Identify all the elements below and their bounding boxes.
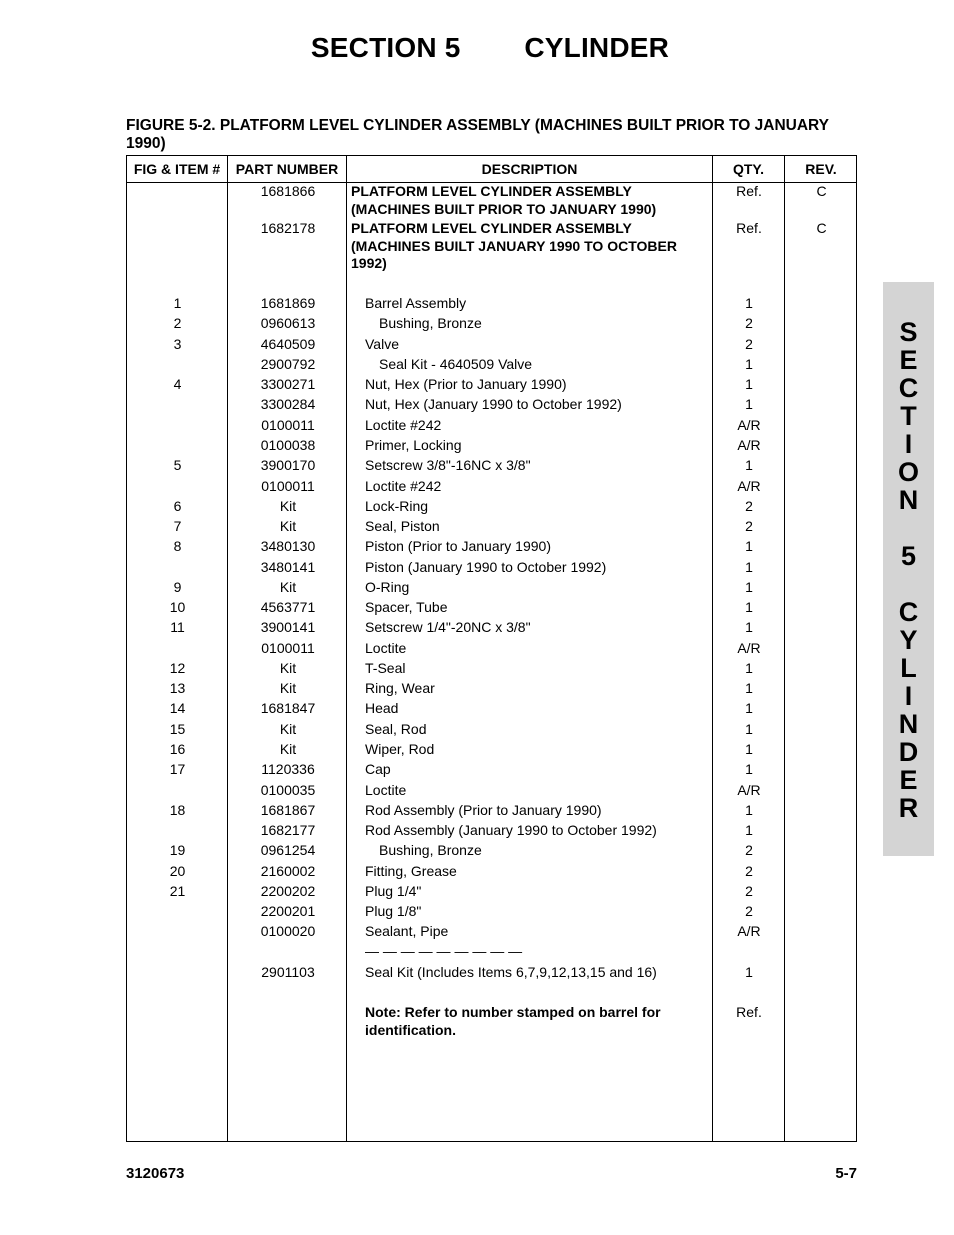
cell-part-number: 3300284 bbox=[260, 396, 316, 412]
cell-description: Seal, Rod bbox=[365, 721, 427, 737]
cell-qty: A/R bbox=[737, 640, 761, 656]
cell-fig-item: 3 bbox=[173, 336, 182, 352]
cell-part-number: 0961254 bbox=[260, 842, 316, 858]
figure-title: FIGURE 5-2. PLATFORM LEVEL CYLINDER ASSEMBLY (MACHINES BUILT PRIOR TO JANUARY 1990) bbox=[126, 117, 829, 152]
side-tab-letter: S bbox=[899, 317, 918, 347]
cell-description: Plug 1/8" bbox=[365, 903, 422, 919]
cell-description: Fitting, Grease bbox=[365, 863, 457, 879]
cell-part-number: 4563771 bbox=[260, 599, 316, 615]
cell-qty: Ref. bbox=[736, 220, 762, 236]
side-tab-letter: N bbox=[898, 709, 919, 739]
cell-description: Plug 1/4" bbox=[365, 883, 422, 899]
page-number: 5-7 bbox=[835, 1165, 857, 1182]
cell-description: — — — — — — — — — bbox=[365, 943, 523, 959]
cell-part-number: 0100011 bbox=[261, 640, 315, 656]
side-tab-letter: L bbox=[900, 653, 917, 683]
cell-qty: A/R bbox=[737, 782, 761, 798]
cell-part-number: Kit bbox=[279, 721, 297, 737]
cell-description: Seal, Piston bbox=[365, 518, 440, 534]
cell-description: Piston (January 1990 to October 1992) bbox=[365, 559, 607, 575]
section-side-tab bbox=[883, 282, 934, 856]
side-tab-letter: C bbox=[898, 373, 919, 403]
cell-part-number: 1681869 bbox=[260, 295, 316, 311]
cell-description: PLATFORM LEVEL CYLINDER ASSEMBLY (MACHINES BUILT JANUARY 1990 TO OCTOBER 1992) bbox=[351, 220, 677, 271]
cell-description: Loctite #242 bbox=[365, 417, 442, 433]
cell-fig-item: 16 bbox=[169, 741, 186, 757]
side-tab-letter: E bbox=[899, 345, 918, 375]
cell-part-number: Kit bbox=[279, 660, 297, 676]
cell-qty: A/R bbox=[737, 478, 761, 494]
cell-part-number: Kit bbox=[279, 680, 297, 696]
cell-fig-item: 12 bbox=[169, 660, 186, 676]
cell-description: Lock-Ring bbox=[365, 498, 429, 514]
cell-part-number: 1681866 bbox=[260, 183, 316, 199]
cell-part-number: 0100011 bbox=[261, 417, 315, 433]
cell-qty: 2 bbox=[745, 336, 753, 352]
cell-description: Spacer, Tube bbox=[365, 599, 448, 615]
cell-fig-item: 8 bbox=[173, 538, 182, 554]
side-tab-letter: T bbox=[900, 401, 917, 431]
cell-qty: Ref. bbox=[736, 1004, 762, 1020]
side-tab-letter: I bbox=[904, 429, 913, 459]
cell-description: Nut, Hex (Prior to January 1990) bbox=[365, 376, 567, 392]
cell-fig-item: 18 bbox=[169, 802, 186, 818]
cell-description: Loctite #242 bbox=[365, 478, 442, 494]
col-header-rev: REV. bbox=[805, 161, 837, 177]
cell-qty: 1 bbox=[745, 964, 753, 980]
cell-qty: A/R bbox=[737, 923, 761, 939]
cell-fig-item: 19 bbox=[169, 842, 186, 858]
cell-qty: 1 bbox=[745, 396, 753, 412]
cell-part-number: Kit bbox=[279, 518, 297, 534]
cell-rev: C bbox=[816, 220, 827, 236]
cell-qty: 1 bbox=[745, 559, 753, 575]
cell-description: Barrel Assembly bbox=[365, 295, 467, 311]
document-number: 3120673 bbox=[126, 1165, 185, 1182]
cell-qty: 1 bbox=[745, 538, 753, 554]
col-header-part-number: PART NUMBER bbox=[235, 161, 339, 177]
cell-description: Loctite bbox=[365, 640, 407, 656]
parts-table bbox=[126, 155, 857, 1142]
cell-qty: 1 bbox=[745, 376, 753, 392]
cell-qty: 2 bbox=[745, 498, 753, 514]
cell-description: Rod Assembly (January 1990 to October 1992) bbox=[365, 822, 657, 838]
cell-part-number: 0100035 bbox=[260, 782, 316, 798]
cell-fig-item: 20 bbox=[169, 863, 186, 879]
cell-part-number: 1681867 bbox=[260, 802, 316, 818]
cell-part-number: 3480141 bbox=[260, 559, 316, 575]
side-tab-letter: R bbox=[898, 793, 919, 823]
cell-fig-item: 2 bbox=[173, 315, 182, 331]
cell-description: Loctite bbox=[365, 782, 407, 798]
cell-qty: 2 bbox=[745, 863, 753, 879]
cell-part-number: 3900141 bbox=[260, 619, 316, 635]
cell-rev: C bbox=[816, 183, 827, 199]
cell-description: Piston (Prior to January 1990) bbox=[365, 538, 551, 554]
cell-description: Seal Kit (Includes Items 6,7,9,12,13,15 and 16) bbox=[365, 964, 657, 980]
cell-part-number: 1682178 bbox=[260, 220, 316, 236]
cell-qty: 1 bbox=[745, 741, 753, 757]
cell-qty: 1 bbox=[745, 822, 753, 838]
cell-qty: 1 bbox=[745, 457, 753, 473]
cell-qty: A/R bbox=[737, 437, 761, 453]
cell-description: Seal Kit - 4640509 Valve bbox=[379, 356, 533, 372]
cell-qty: 1 bbox=[745, 660, 753, 676]
cell-qty: 1 bbox=[745, 700, 753, 716]
cell-description: Head bbox=[365, 700, 399, 716]
cell-fig-item: 13 bbox=[169, 680, 186, 696]
cell-part-number: 2900792 bbox=[260, 356, 316, 372]
side-tab-letter: D bbox=[898, 737, 919, 767]
side-tab-letter: Y bbox=[899, 625, 918, 655]
cell-part-number: 0960613 bbox=[260, 315, 316, 331]
cell-fig-item: 10 bbox=[169, 599, 186, 615]
cell-fig-item: 15 bbox=[169, 721, 186, 737]
col-header-fig-item: FIG & ITEM # bbox=[133, 161, 221, 177]
cell-part-number: 3480130 bbox=[260, 538, 316, 554]
cell-fig-item: 5 bbox=[173, 457, 182, 473]
cell-qty: 1 bbox=[745, 802, 753, 818]
cell-part-number: Kit bbox=[279, 498, 297, 514]
side-tab-letter: N bbox=[898, 485, 919, 515]
cell-description: Primer, Locking bbox=[365, 437, 462, 453]
cell-fig-item: 7 bbox=[173, 518, 182, 534]
cell-description: PLATFORM LEVEL CYLINDER ASSEMBLY (MACHINES BUILT PRIOR TO JANUARY 1990) bbox=[351, 183, 657, 217]
section-title: SECTION 5 CYLINDER bbox=[310, 32, 670, 63]
cell-fig-item: 4 bbox=[173, 376, 182, 392]
side-tab-letter: C bbox=[898, 597, 919, 627]
side-tab-letter: I bbox=[904, 681, 913, 711]
cell-description: Setscrew 3/8"-16NC x 3/8" bbox=[365, 457, 531, 473]
cell-qty: 1 bbox=[745, 295, 753, 311]
cell-part-number: 0100038 bbox=[260, 437, 316, 453]
cell-description: T-Seal bbox=[365, 660, 406, 676]
cell-qty: Ref. bbox=[736, 183, 762, 199]
side-tab-letter: O bbox=[897, 457, 919, 487]
col-header-description: DESCRIPTION bbox=[481, 161, 578, 177]
cell-qty: 1 bbox=[745, 579, 753, 595]
cell-part-number: 2901103 bbox=[261, 964, 315, 980]
cell-fig-item: 21 bbox=[169, 883, 186, 899]
col-header-qty: QTY. bbox=[732, 161, 765, 177]
cell-part-number: 3900170 bbox=[260, 457, 316, 473]
cell-qty: 2 bbox=[745, 883, 753, 899]
cell-part-number: 3300271 bbox=[260, 376, 316, 392]
cell-description: Setscrew 1/4"-20NC x 3/8" bbox=[365, 619, 531, 635]
side-tab-letter: E bbox=[899, 765, 918, 795]
cell-description: Note: Refer to number stamped on barrel for identification. bbox=[365, 1004, 661, 1038]
cell-qty: 2 bbox=[745, 315, 753, 331]
cell-description: Cap bbox=[365, 761, 391, 777]
cell-qty: 1 bbox=[745, 680, 753, 696]
cell-fig-item: 1 bbox=[173, 295, 182, 311]
cell-qty: 1 bbox=[745, 356, 753, 372]
cell-description: Valve bbox=[365, 336, 399, 352]
side-tab-letter: 5 bbox=[900, 541, 917, 571]
cell-part-number: 1120336 bbox=[261, 761, 315, 777]
cell-description: Wiper, Rod bbox=[365, 741, 435, 757]
cell-qty: 1 bbox=[745, 619, 753, 635]
cell-qty: 1 bbox=[745, 721, 753, 737]
cell-qty: 2 bbox=[745, 903, 753, 919]
cell-description: Ring, Wear bbox=[365, 680, 435, 696]
cell-qty: 2 bbox=[745, 842, 753, 858]
cell-qty: 2 bbox=[745, 518, 753, 534]
cell-part-number: 2160002 bbox=[260, 863, 316, 879]
cell-part-number: Kit bbox=[279, 741, 297, 757]
cell-part-number: 1681847 bbox=[260, 700, 316, 716]
cell-description: Bushing, Bronze bbox=[379, 315, 482, 331]
cell-part-number: 0100011 bbox=[261, 478, 315, 494]
cell-qty: A/R bbox=[737, 417, 761, 433]
cell-description: Sealant, Pipe bbox=[365, 923, 449, 939]
cell-description: Bushing, Bronze bbox=[379, 842, 482, 858]
cell-fig-item: 14 bbox=[169, 700, 186, 716]
cell-description: O-Ring bbox=[365, 579, 410, 595]
cell-fig-item: 11 bbox=[170, 619, 185, 635]
cell-part-number: 4640509 bbox=[260, 336, 316, 352]
cell-part-number: 2200202 bbox=[260, 883, 316, 899]
cell-part-number: 2200201 bbox=[260, 903, 316, 919]
cell-part-number: 1682177 bbox=[260, 822, 316, 838]
cell-part-number: Kit bbox=[279, 579, 297, 595]
cell-description: Nut, Hex (January 1990 to October 1992) bbox=[365, 396, 622, 412]
cell-qty: 1 bbox=[745, 761, 753, 777]
cell-fig-item: 6 bbox=[173, 498, 182, 514]
cell-description: Rod Assembly (Prior to January 1990) bbox=[365, 802, 602, 818]
cell-fig-item: 9 bbox=[173, 579, 182, 595]
cell-fig-item: 17 bbox=[169, 761, 186, 777]
cell-qty: 1 bbox=[745, 599, 753, 615]
cell-part-number: 0100020 bbox=[260, 923, 316, 939]
